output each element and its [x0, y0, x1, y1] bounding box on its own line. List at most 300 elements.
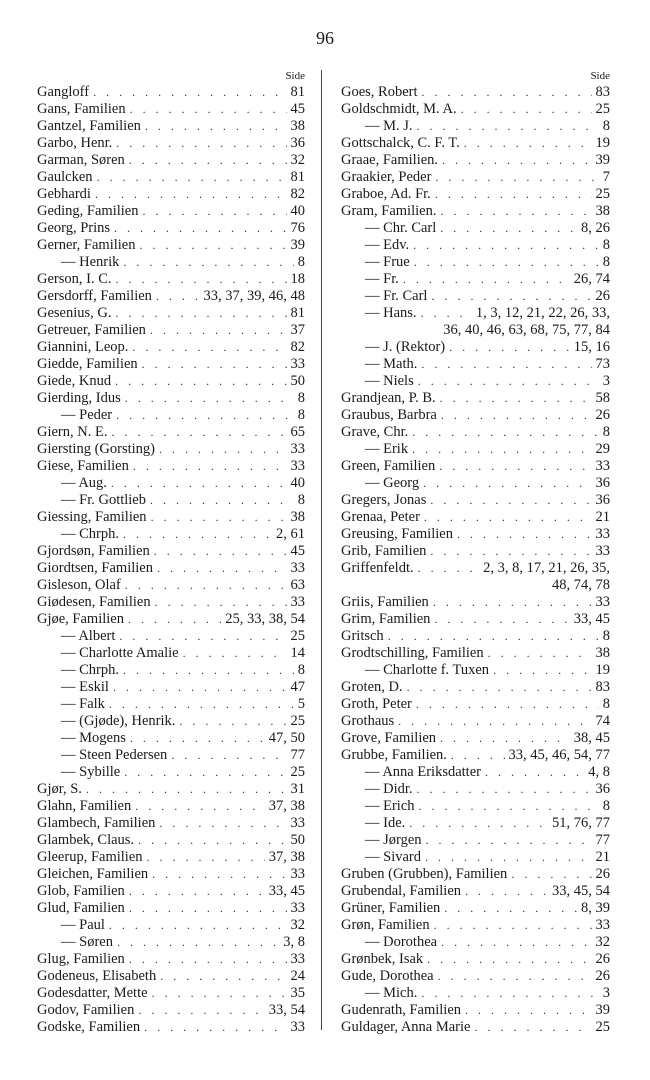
entry-pages: 21 — [595, 509, 610, 525]
entry-name: — M. J. — [365, 118, 413, 134]
dot-leader — [421, 985, 598, 1002]
index-entry — [341, 441, 610, 458]
index-entry — [341, 288, 610, 305]
dot-leader — [159, 441, 287, 458]
dot-leader — [93, 84, 286, 101]
dot-leader — [407, 679, 592, 696]
entry-name: Groten, D. — [341, 679, 403, 695]
entry-pages: 32 — [290, 917, 305, 933]
entry-pages: 40 — [290, 475, 305, 491]
entry-pages: 33 — [595, 543, 610, 559]
entry-name: Glahn, Familien — [37, 798, 132, 814]
entry-name: Garbo, Henr. — [37, 135, 113, 151]
entry-name: Gierding, Idus — [37, 390, 121, 406]
dot-leader — [418, 560, 480, 577]
entry-name: — Steen Pedersen — [61, 747, 168, 763]
dot-leader — [151, 509, 287, 526]
entry-name: — (Gjøde), Henrik. — [61, 713, 176, 729]
index-entry — [37, 917, 305, 934]
index-entry — [341, 339, 610, 356]
dot-leader — [434, 917, 592, 934]
dot-leader — [435, 169, 598, 186]
index-entry — [37, 628, 305, 645]
index-entry — [341, 798, 610, 815]
entry-name: Goldschmidt, M. A. — [341, 101, 457, 117]
entry-pages: 77 — [290, 747, 305, 763]
entry-name: — Charlotte f. Tuxen — [365, 662, 490, 678]
entry-pages: 37, 38 — [268, 849, 305, 865]
index-entry — [37, 152, 305, 169]
entry-name: Gans, Familien — [37, 101, 126, 117]
entry-name: Graboe, Ad. Fr. — [341, 186, 431, 202]
index-entry — [37, 169, 305, 186]
entry-name: Gjordsøn, Familien — [37, 543, 150, 559]
entry-pages: 33, 45 — [573, 611, 610, 627]
dot-leader — [125, 390, 294, 407]
index-entry — [37, 696, 305, 713]
dot-leader — [388, 628, 599, 645]
dot-leader — [440, 220, 577, 237]
dot-leader — [179, 713, 286, 730]
index-entry — [37, 747, 305, 764]
entry-pages: 33, 54 — [268, 1002, 305, 1018]
entry-pages: 40 — [290, 203, 305, 219]
entry-name: — Math. — [365, 356, 418, 372]
entry-name: — Didr. — [365, 781, 413, 797]
dot-leader — [155, 594, 287, 611]
entry-pages: 33 — [290, 560, 305, 576]
entry-pages: 31 — [290, 781, 305, 797]
entry-pages: 1, 3, 12, 21, 22, 26, 33, — [475, 305, 610, 321]
entry-name: Grib, Familien — [341, 543, 427, 559]
index-entry — [341, 985, 610, 1002]
entry-name: Grøn, Familien — [341, 917, 430, 933]
entry-pages: 36 — [595, 475, 610, 491]
entry-name: Glambech, Familien — [37, 815, 156, 831]
entry-pages: 33 — [290, 458, 305, 474]
index-entry — [341, 781, 610, 798]
entry-pages: 26, 74 — [573, 271, 610, 287]
index-entry — [341, 696, 610, 713]
entry-pages: 8 — [297, 662, 305, 678]
index-entry — [341, 764, 610, 781]
index-entry — [37, 832, 305, 849]
entry-pages: 8 — [602, 628, 610, 644]
index-entry — [341, 305, 610, 322]
dot-leader — [465, 1002, 591, 1019]
dot-leader — [440, 203, 591, 220]
dot-leader — [145, 118, 287, 135]
entry-pages: 33, 45, 46, 54, 77 — [508, 747, 610, 763]
entry-pages: 26 — [595, 407, 610, 423]
entry-name: Gleerup, Familien — [37, 849, 143, 865]
index-entry — [37, 764, 305, 781]
entry-pages: 58 — [595, 390, 610, 406]
index-entry — [37, 849, 305, 866]
entry-name: Giersting (Gorsting) — [37, 441, 155, 457]
entry-name: Gerson, I. C. — [37, 271, 112, 287]
dot-leader — [449, 339, 570, 356]
dot-leader — [474, 1019, 591, 1036]
index-entry — [341, 645, 610, 662]
entry-pages: 33, 45 — [268, 883, 305, 899]
index-entry — [37, 424, 305, 441]
dot-leader — [124, 764, 286, 781]
dot-leader — [154, 543, 287, 560]
entry-pages: 37, 38 — [268, 798, 305, 814]
entry-pages: 8, 39 — [581, 900, 610, 916]
index-entry — [37, 492, 305, 509]
entry-name: Gangloff — [37, 84, 90, 100]
dot-leader — [451, 747, 505, 764]
dot-leader — [132, 339, 286, 356]
dot-leader — [457, 526, 592, 543]
dot-leader — [123, 254, 293, 271]
dot-leader — [129, 883, 265, 900]
entry-name: Godesdatter, Mette — [37, 985, 148, 1001]
entry-pages: 5 — [297, 696, 305, 712]
index-entry — [37, 577, 305, 594]
entry-name: — Eskil — [61, 679, 109, 695]
index-entry — [341, 849, 610, 866]
index-entry — [341, 373, 610, 390]
index-entry — [37, 798, 305, 815]
entry-name: — Henrik — [61, 254, 120, 270]
entry-pages: 33 — [290, 815, 305, 831]
index-entry-continuation — [341, 577, 610, 594]
index-entry — [341, 883, 610, 900]
entry-pages: 26 — [595, 288, 610, 304]
entry-name: — Dorothea — [365, 934, 438, 950]
dot-leader — [440, 390, 592, 407]
entry-pages: 25 — [290, 764, 305, 780]
entry-pages: 32 — [595, 934, 610, 950]
entry-name: Godeneus, Elisabeth — [37, 968, 157, 984]
entry-pages: 4, 8 — [588, 764, 610, 780]
index-entry — [341, 611, 610, 628]
entry-pages: 25 — [595, 1019, 610, 1035]
index-entry — [341, 747, 610, 764]
entry-pages: 35 — [290, 985, 305, 1001]
index-entry — [37, 322, 305, 339]
dot-leader — [114, 220, 286, 237]
dot-leader — [417, 781, 592, 798]
index-entry — [37, 781, 305, 798]
dot-leader — [109, 696, 294, 713]
index-entry — [341, 356, 610, 373]
entry-pages: 8, 26 — [581, 220, 610, 236]
entry-name: — Erik — [365, 441, 409, 457]
entry-name: Gesenius, G. — [37, 305, 112, 321]
index-entry — [341, 968, 610, 985]
dot-leader — [133, 458, 287, 475]
dot-leader — [435, 186, 592, 203]
entry-name: — Frue — [365, 254, 410, 270]
index-entry — [341, 628, 610, 645]
index-entry — [37, 951, 305, 968]
entry-pages: 47 — [290, 679, 305, 695]
entry-pages: 37 — [290, 322, 305, 338]
entry-pages: 47, 50 — [268, 730, 305, 746]
index-entry — [341, 492, 610, 509]
entry-pages: 38 — [595, 645, 610, 661]
dot-leader — [412, 441, 591, 458]
dot-leader — [409, 815, 548, 832]
entry-name: Grubbe, Familien. — [341, 747, 447, 763]
dot-leader — [150, 322, 287, 339]
entry-name: Gottschalck, C. F. T. — [341, 135, 460, 151]
entry-name: Georg, Prins — [37, 220, 111, 236]
entry-name: Grove, Familien — [341, 730, 437, 746]
dot-leader — [160, 968, 286, 985]
index-entry — [37, 339, 305, 356]
index-entry — [37, 1002, 305, 1019]
index-entry — [37, 866, 305, 883]
dot-leader — [433, 594, 592, 611]
index-entry — [341, 526, 610, 543]
dot-leader — [434, 611, 569, 628]
index-entry — [37, 288, 305, 305]
index-column-right — [341, 68, 610, 1036]
index-entry — [37, 135, 305, 152]
entry-name: Grodtschilling, Familien — [341, 645, 484, 661]
dot-leader — [442, 152, 591, 169]
dot-leader — [138, 1002, 264, 1019]
index-entry — [341, 815, 610, 832]
entry-name: Gersdorff, Familien — [37, 288, 152, 304]
index-entry — [37, 84, 305, 101]
entry-pages: 19 — [595, 662, 610, 678]
entry-name: — Georg — [365, 475, 420, 491]
index-entry — [37, 203, 305, 220]
dot-leader — [431, 288, 591, 305]
entry-pages: 3 — [602, 373, 610, 389]
index-entry — [37, 679, 305, 696]
dot-leader — [116, 305, 287, 322]
entry-pages: 18 — [290, 271, 305, 287]
dot-leader — [129, 951, 287, 968]
dot-leader — [485, 764, 584, 781]
index-entry — [37, 713, 305, 730]
dot-leader — [128, 611, 221, 628]
dot-leader — [139, 237, 286, 254]
entry-name: — Chr. Carl — [365, 220, 437, 236]
dot-leader — [150, 492, 294, 509]
entry-name: Gaulcken — [37, 169, 93, 185]
entry-name: Grim, Familien — [341, 611, 431, 627]
entry-name: Giedde, Familien — [37, 356, 138, 372]
dot-leader — [424, 509, 592, 526]
dot-leader — [111, 424, 286, 441]
dot-leader — [422, 84, 592, 101]
index-entry — [37, 118, 305, 135]
dot-leader — [143, 203, 287, 220]
entry-pages: 8 — [602, 424, 610, 440]
index-entry — [37, 373, 305, 390]
entry-name: — J. (Rektor) — [365, 339, 446, 355]
index-entry — [37, 458, 305, 475]
entry-pages: 8 — [297, 390, 305, 406]
entry-pages: 25 — [290, 713, 305, 729]
column-divider — [321, 70, 322, 1030]
entry-name: Gudenrath, Familien — [341, 1002, 462, 1018]
dot-leader — [147, 849, 265, 866]
index-entry — [341, 458, 610, 475]
entry-pages: 29 — [595, 441, 610, 457]
entry-name: Gleichen, Familien — [37, 866, 149, 882]
entry-name: Grothaus — [341, 713, 395, 729]
entry-pages: 81 — [290, 305, 305, 321]
entry-name: Godske, Familien — [37, 1019, 141, 1035]
entry-pages: 82 — [290, 186, 305, 202]
dot-leader — [157, 560, 287, 577]
entry-name: — Mogens — [61, 730, 126, 746]
index-entry — [37, 985, 305, 1002]
entry-name: Giessing, Familien — [37, 509, 147, 525]
dot-leader — [441, 934, 591, 951]
entry-pages: 36, 40, 46, 63, 68, 75, 77, 84 — [443, 322, 610, 338]
index-entry — [37, 662, 305, 679]
entry-name: Griis, Familien — [341, 594, 429, 610]
entry-pages: 73 — [595, 356, 610, 372]
entry-name: Glud, Familien — [37, 900, 125, 916]
entry-pages: 76 — [290, 220, 305, 236]
dot-leader — [414, 254, 599, 271]
entry-name: Graubus, Barbra — [341, 407, 437, 423]
dot-leader — [183, 645, 287, 662]
dot-leader — [152, 985, 287, 1002]
entry-name: — Peder — [61, 407, 113, 423]
dot-leader — [130, 730, 265, 747]
index-entry — [341, 220, 610, 237]
dot-leader — [441, 407, 592, 424]
entry-pages: 15, 16 — [573, 339, 610, 355]
entry-pages: 2, 61 — [276, 526, 305, 542]
entry-pages: 83 — [595, 679, 610, 695]
entry-pages: 33 — [290, 594, 305, 610]
entry-pages: 39 — [595, 152, 610, 168]
entry-name: Green, Familien — [341, 458, 436, 474]
dot-leader — [123, 662, 294, 679]
index-entry — [341, 509, 610, 526]
entry-pages: 33, 37, 39, 46, 48 — [203, 288, 305, 304]
entry-pages: 33, 45, 54 — [552, 883, 610, 899]
entry-name: — Falk — [61, 696, 105, 712]
index-entry — [341, 169, 610, 186]
index-entry — [37, 594, 305, 611]
entry-name: Greusing, Familien — [341, 526, 453, 542]
entry-name: Gregers, Jonas — [341, 492, 427, 508]
dot-leader — [412, 424, 599, 441]
dot-leader — [159, 815, 286, 832]
entry-name: Garman, Søren — [37, 152, 125, 168]
entry-pages: 65 — [290, 424, 305, 440]
index-entry — [37, 305, 305, 322]
entry-pages: 14 — [290, 645, 305, 661]
column-header-side: Side — [285, 70, 305, 82]
dot-leader — [135, 798, 265, 815]
index-entry — [341, 900, 610, 917]
entry-name: Grandjean, P. B. — [341, 390, 436, 406]
dot-leader — [116, 135, 286, 152]
index-entry — [37, 509, 305, 526]
entry-name: Gude, Dorothea — [341, 968, 434, 984]
index-entry — [341, 1019, 610, 1036]
dot-leader — [113, 679, 287, 696]
entry-name: Glob, Familien — [37, 883, 125, 899]
entry-pages: 51, 76, 77 — [552, 815, 610, 831]
entry-pages: 39 — [595, 1002, 610, 1018]
entry-name: Gantzel, Familien — [37, 118, 141, 134]
entry-pages: 3 — [602, 985, 610, 1001]
entry-pages: 77 — [595, 832, 610, 848]
entry-name: Giede, Knud — [37, 373, 112, 389]
entry-pages: 8 — [602, 118, 610, 134]
index-entry — [341, 203, 610, 220]
entry-pages: 26 — [595, 866, 610, 882]
entry-name: Groth, Peter — [341, 696, 412, 712]
index-entry — [341, 917, 610, 934]
dot-leader — [152, 866, 286, 883]
entry-pages: 8 — [297, 254, 305, 270]
entry-pages: 25 — [290, 628, 305, 644]
entry-pages: 33 — [290, 441, 305, 457]
entry-pages: 33 — [290, 356, 305, 372]
entry-pages: 50 — [290, 832, 305, 848]
dot-leader — [156, 288, 200, 305]
index-entry — [37, 186, 305, 203]
entry-pages: 8 — [602, 798, 610, 814]
dot-leader — [116, 271, 287, 288]
entry-pages: 26 — [595, 968, 610, 984]
entry-name: Godov, Familien — [37, 1002, 135, 1018]
entry-name: — Aug. — [61, 475, 107, 491]
entry-name: Griffenfeldt. — [341, 560, 414, 576]
entry-name: — Søren — [61, 934, 113, 950]
entry-pages: 25 — [595, 101, 610, 117]
dot-leader — [144, 1019, 286, 1036]
index-entry — [37, 441, 305, 458]
entry-name: — Fr. Carl — [365, 288, 428, 304]
entry-name: — Sivard — [365, 849, 421, 865]
column-header-side: Side — [590, 70, 610, 82]
index-entry — [37, 611, 305, 628]
index-entry — [341, 186, 610, 203]
entry-name: Glug, Familien — [37, 951, 125, 967]
index-entry — [37, 101, 305, 118]
entry-name: Grave, Chr. — [341, 424, 409, 440]
dot-leader — [461, 101, 592, 118]
entry-name: Gisleson, Olaf — [37, 577, 121, 593]
dot-leader — [427, 951, 591, 968]
entry-name: Grønbek, Isak — [341, 951, 424, 967]
index-entry — [37, 934, 305, 951]
dot-leader — [130, 101, 287, 118]
entry-pages: 63 — [290, 577, 305, 593]
index-entry — [341, 390, 610, 407]
entry-name: Grüner, Familien — [341, 900, 441, 916]
index-entry — [341, 254, 610, 271]
index-entry — [37, 407, 305, 424]
entry-name: Gram, Familien. — [341, 203, 437, 219]
entry-pages: 36 — [595, 492, 610, 508]
dot-leader — [123, 526, 272, 543]
entry-pages: 36 — [595, 781, 610, 797]
entry-name: — Edv. — [365, 237, 410, 253]
index-entry — [37, 237, 305, 254]
entry-pages: 33 — [595, 917, 610, 933]
dot-leader — [417, 118, 599, 135]
